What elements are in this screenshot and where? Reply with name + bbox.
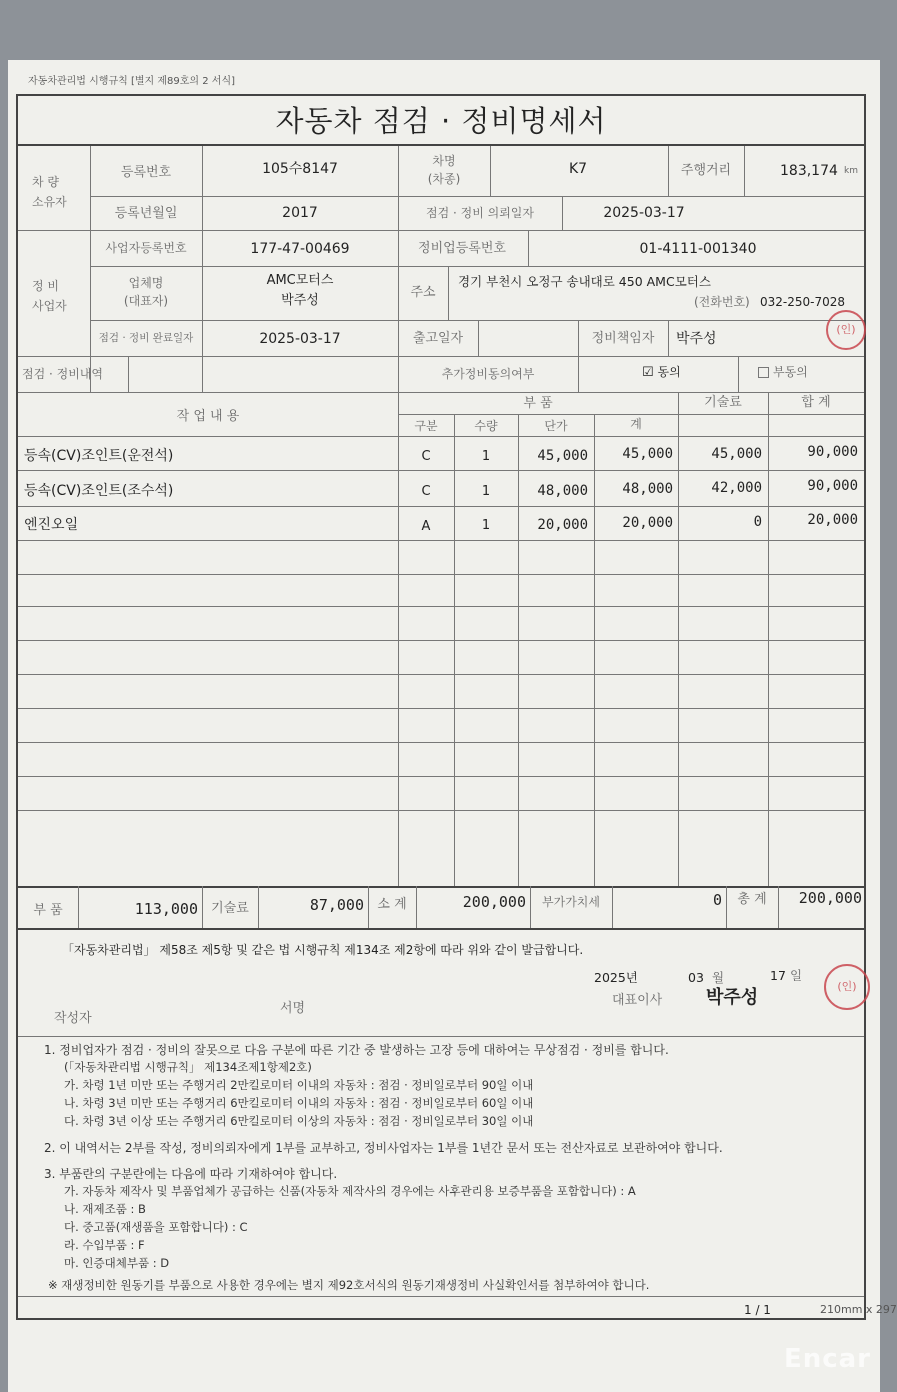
done-date-value: 2025-03-17 [259,331,341,347]
row-2-unit-price: 48,000 [537,483,588,499]
address-value: 경기 부천시 오정구 송내대로 450 AMC모터스 [458,274,711,289]
paper-size: 210mm x 297 [820,1303,897,1316]
manager-label: 정비책임자 [591,331,655,346]
row-2-labor: 42,000 [711,480,762,496]
row-1-labor: 45,000 [711,446,762,462]
row-1-unit-price: 45,000 [537,448,588,464]
work-detail-label: 점검 · 정비내역 [22,367,103,381]
form-frame [16,94,866,1320]
reg-no-label: 등록번호 [120,165,172,180]
row-2-subtotal: 48,000 [622,481,673,497]
totals-labor: 87,000 [309,896,364,914]
shop-section-label: 정 비 사업자 [32,279,67,313]
disagree-checkbox[interactable] [758,367,769,378]
owner-section-label: 차 량 소유자 [32,175,67,209]
row-1-total: 90,000 [807,444,858,460]
note-3-d: 라. 수입부품 : F [64,1238,145,1252]
row-2-name: 등속(CV)조인트(조수석) [24,483,174,499]
shop-seal-text: (인) [836,323,856,336]
request-date-value: 2025-03-17 [603,205,685,221]
issue-day-unit: 일 [790,968,803,983]
col-subtotal: 계 [630,417,642,431]
col-work-content: 작 업 내 용 [176,409,240,424]
note-3-b: 나. 재제조품 : B [64,1202,146,1216]
shop-seal [826,310,866,350]
done-date-label: 점검 · 정비 완료일자 [98,332,194,344]
document-sheet [8,60,897,1392]
mileage-label: 주행거리 [680,163,732,178]
totals-vat: 0 [712,891,722,909]
encar-watermark: Encar [783,1344,871,1374]
row-2-category: C [421,484,431,499]
request-date-label: 점검 · 정비 의뢰일자 [426,206,534,220]
col-parts: 부 품 [523,396,553,411]
agree-option[interactable] [642,366,681,379]
note-1-b: 나. 차령 3년 미만 또는 주행거리 6만킬로미터 이내의 자동차 : 점검 · 정비일로부터 60일 이내 [64,1096,534,1110]
ceo-name: 박주성 [706,987,759,1008]
row-3-name: 엔진오일 [24,517,79,533]
row-2-qty: 1 [481,484,491,499]
mileage-unit: km [844,166,858,176]
release-label: 출고일자 [412,331,464,346]
consent-label: 추가정비동의여부 [441,367,535,381]
form-id: 자동차관리법 시행규칙 [별지 제89호의 2 서식] [28,76,236,87]
phone-value: 032-250-7028 [760,295,846,309]
row-3-unit-price: 20,000 [537,517,588,533]
note-1-c: 다. 차령 3년 이상 또는 주행거리 6만킬로미터 이상의 자동차 : 점검 · 정비일로부터 30일 이내 [64,1114,534,1128]
totals-grand: 200,000 [798,889,862,907]
row-3-subtotal: 20,000 [622,515,673,531]
row-1-subtotal: 45,000 [622,446,673,462]
col-total: 합 계 [801,395,831,410]
disagree-label: 부동의 [773,365,808,379]
agree-checkbox[interactable]: ☑ [642,365,654,380]
totals-parts-label: 부 품 [33,903,63,918]
row-3-labor: 0 [753,514,762,530]
biz-no-label: 사업자등록번호 [105,241,187,255]
row-3-total: 20,000 [807,512,858,528]
company-value: AMC모터스 [266,273,334,288]
biz-no-value: 177-47-00469 [250,241,350,257]
model-value: K7 [568,161,588,177]
row-2-total: 90,000 [807,478,858,494]
model-label: 차명 (차종) [427,154,461,186]
totals-vat-label: 부가가치세 [542,895,600,909]
row-3-category: A [421,519,431,534]
note-remark: ※ 재생정비한 원동기를 부품으로 사용한 경우에는 별지 제92호서식의 원동기재생정비 사실확인서를 첨부하여야 합니다. [48,1278,650,1292]
row-1-qty: 1 [481,449,491,464]
note-1-a: 가. 차령 1년 미만 또는 주행거리 2만킬로미터 이내의 자동차 : 점검 · 정비일로부터 90일 이내 [64,1078,534,1092]
note-3-c: 다. 중고품(재생품을 포함합니다) : C [64,1220,248,1234]
col-unit-price: 단가 [544,419,568,433]
company-label: 업체명 (대표자) [123,276,169,308]
page-number: 1 / 1 [744,1303,771,1317]
reg-no-value: 105수8147 [262,161,338,177]
row-3-qty: 1 [481,518,491,533]
reg-year-value: 2017 [282,205,318,221]
representative-value: 박주성 [281,293,319,308]
disagree-option[interactable] [758,366,808,378]
totals-sub-label: 소 계 [377,897,407,912]
issue-month: 03 [688,970,704,985]
manager-value: 박주성 [676,331,717,347]
ceo-seal-text: (인) [837,980,857,993]
totals-sub: 200,000 [462,893,526,911]
mileage-value: 183,174 [780,163,838,179]
address-label: 주소 [410,285,436,300]
issue-year: 2025년 [594,970,638,985]
phone-label: (전화번호) [694,295,750,309]
note-1-ref: (「자동차관리법 시행규칙」 제134조제1항제2호) [64,1060,312,1074]
note-3: 3. 부품란의 구분란에는 다음에 따라 기재하여야 합니다. [44,1167,338,1181]
totals-parts: 113,000 [134,900,198,918]
totals-grand-label: 총 계 [737,892,767,907]
shop-reg-label: 정비업등록번호 [418,241,506,256]
issue-statement: 「자동차관리법」 제58조 제5항 및 같은 법 시행규칙 제134조 제2항에 따라 위와 같이 발급합니다. [62,943,584,957]
shop-reg-value: 01-4111-001340 [639,241,757,257]
note-3-e: 마. 인증대체부품 : D [64,1256,170,1270]
col-category: 구분 [414,419,438,433]
ceo-label: 대표이사 [612,993,663,1008]
writer-label: 작성자 [54,1011,92,1026]
row-1-name: 등속(CV)조인트(운전석) [24,448,174,464]
ceo-seal [824,964,870,1010]
col-labor: 기술료 [704,395,742,410]
col-qty: 수량 [474,419,498,433]
issue-day: 17 [770,968,786,983]
issue-month-unit: 월 [712,970,725,985]
note-1: 1. 정비업자가 점검 · 정비의 잘못으로 다음 구분에 따른 기간 중 발생하는 고장 등에 대하여는 무상점검 · 정비를 합니다. [44,1043,669,1057]
sign-label: 서명 [280,1001,306,1016]
note-3-a: 가. 자동차 제작사 및 부품업체가 공급하는 신품(자동차 제작사의 경우에는 사후관리용 보증부품을 포함합니다) : A [64,1184,636,1198]
reg-year-label: 등록년월일 [114,206,178,221]
note-2: 2. 이 내역서는 2부를 작성, 정비의뢰자에게 1부를 교부하고, 정비사업자는 1부를 1년간 문서 또는 전산자료로 보관하여야 합니다. [44,1141,723,1155]
totals-labor-label: 기술료 [211,901,249,916]
agree-label: 동의 [657,365,681,379]
document-title: 자동차 점검 · 정비명세서 [18,96,864,146]
row-1-category: C [421,449,431,464]
